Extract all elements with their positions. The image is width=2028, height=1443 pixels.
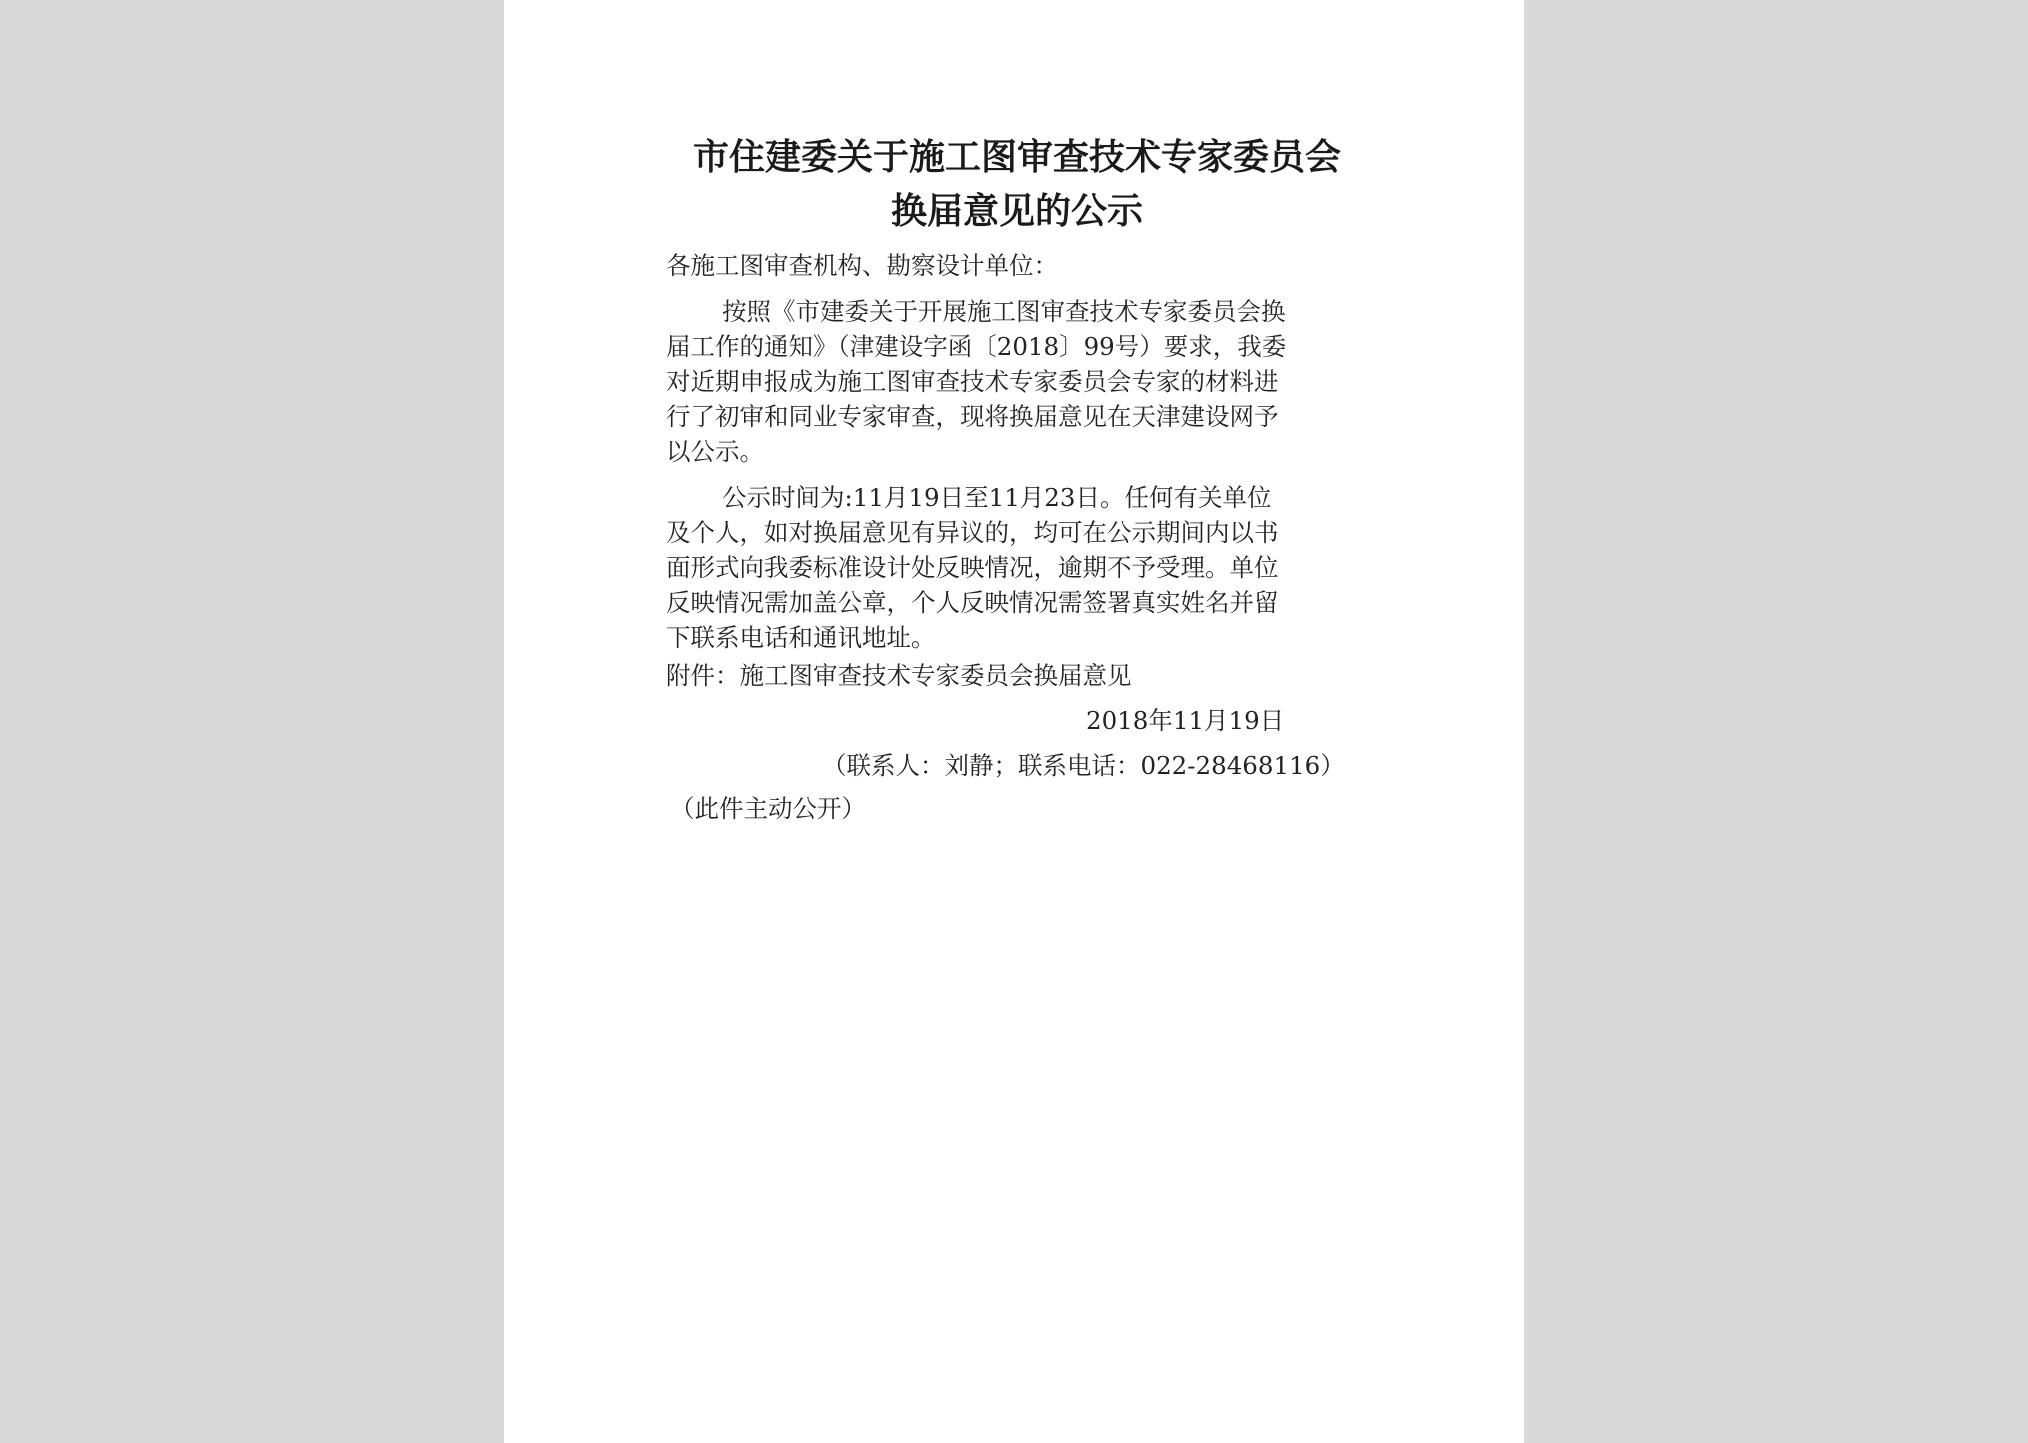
document-date: 2018年11月19日 — [1086, 706, 1285, 735]
attachment-line: 附件：施工图审查技术专家委员会换届意见 — [666, 661, 1132, 690]
paragraph-1-line: 对近期申报成为施工图审查技术专家委员会专家的材料进 — [666, 367, 1279, 396]
paragraph-2-line: 公示时间为:11月19日至11月23日。任何有关单位 — [722, 483, 1272, 512]
document-title-line-1: 市住建委关于施工图审查技术专家委员会 — [692, 137, 1341, 178]
paragraph-2-line: 及个人，如对换届意见有异议的，均可在公示期间内以书 — [666, 518, 1279, 547]
paragraph-2-line: 下联系电话和通讯地址。 — [666, 623, 936, 652]
contact-info: （联系人：刘静；联系电话：022-28468116） — [822, 751, 1345, 780]
document-page — [504, 0, 1524, 1443]
paragraph-1-line: 以公示。 — [666, 437, 764, 466]
disclosure-note: （此件主动公开） — [670, 794, 866, 823]
paragraph-1-line: 届工作的通知》（津建设字函〔2018〕99号）要求，我委 — [666, 332, 1287, 361]
paragraph-1-line: 按照《市建委关于开展施工图审查技术专家委员会换 — [722, 297, 1286, 326]
salutation: 各施工图审查机构、勘察设计单位： — [666, 251, 1058, 280]
paragraph-2-line: 反映情况需加盖公章，个人反映情况需签署真实姓名并留 — [666, 588, 1279, 617]
paragraph-2-line: 面形式向我委标准设计处反映情况，逾期不予受理。单位 — [666, 553, 1279, 582]
paragraph-1-line: 行了初审和同业专家审查，现将换届意见在天津建设网予 — [666, 402, 1279, 431]
document-title-line-2: 换届意见的公示 — [890, 191, 1143, 232]
